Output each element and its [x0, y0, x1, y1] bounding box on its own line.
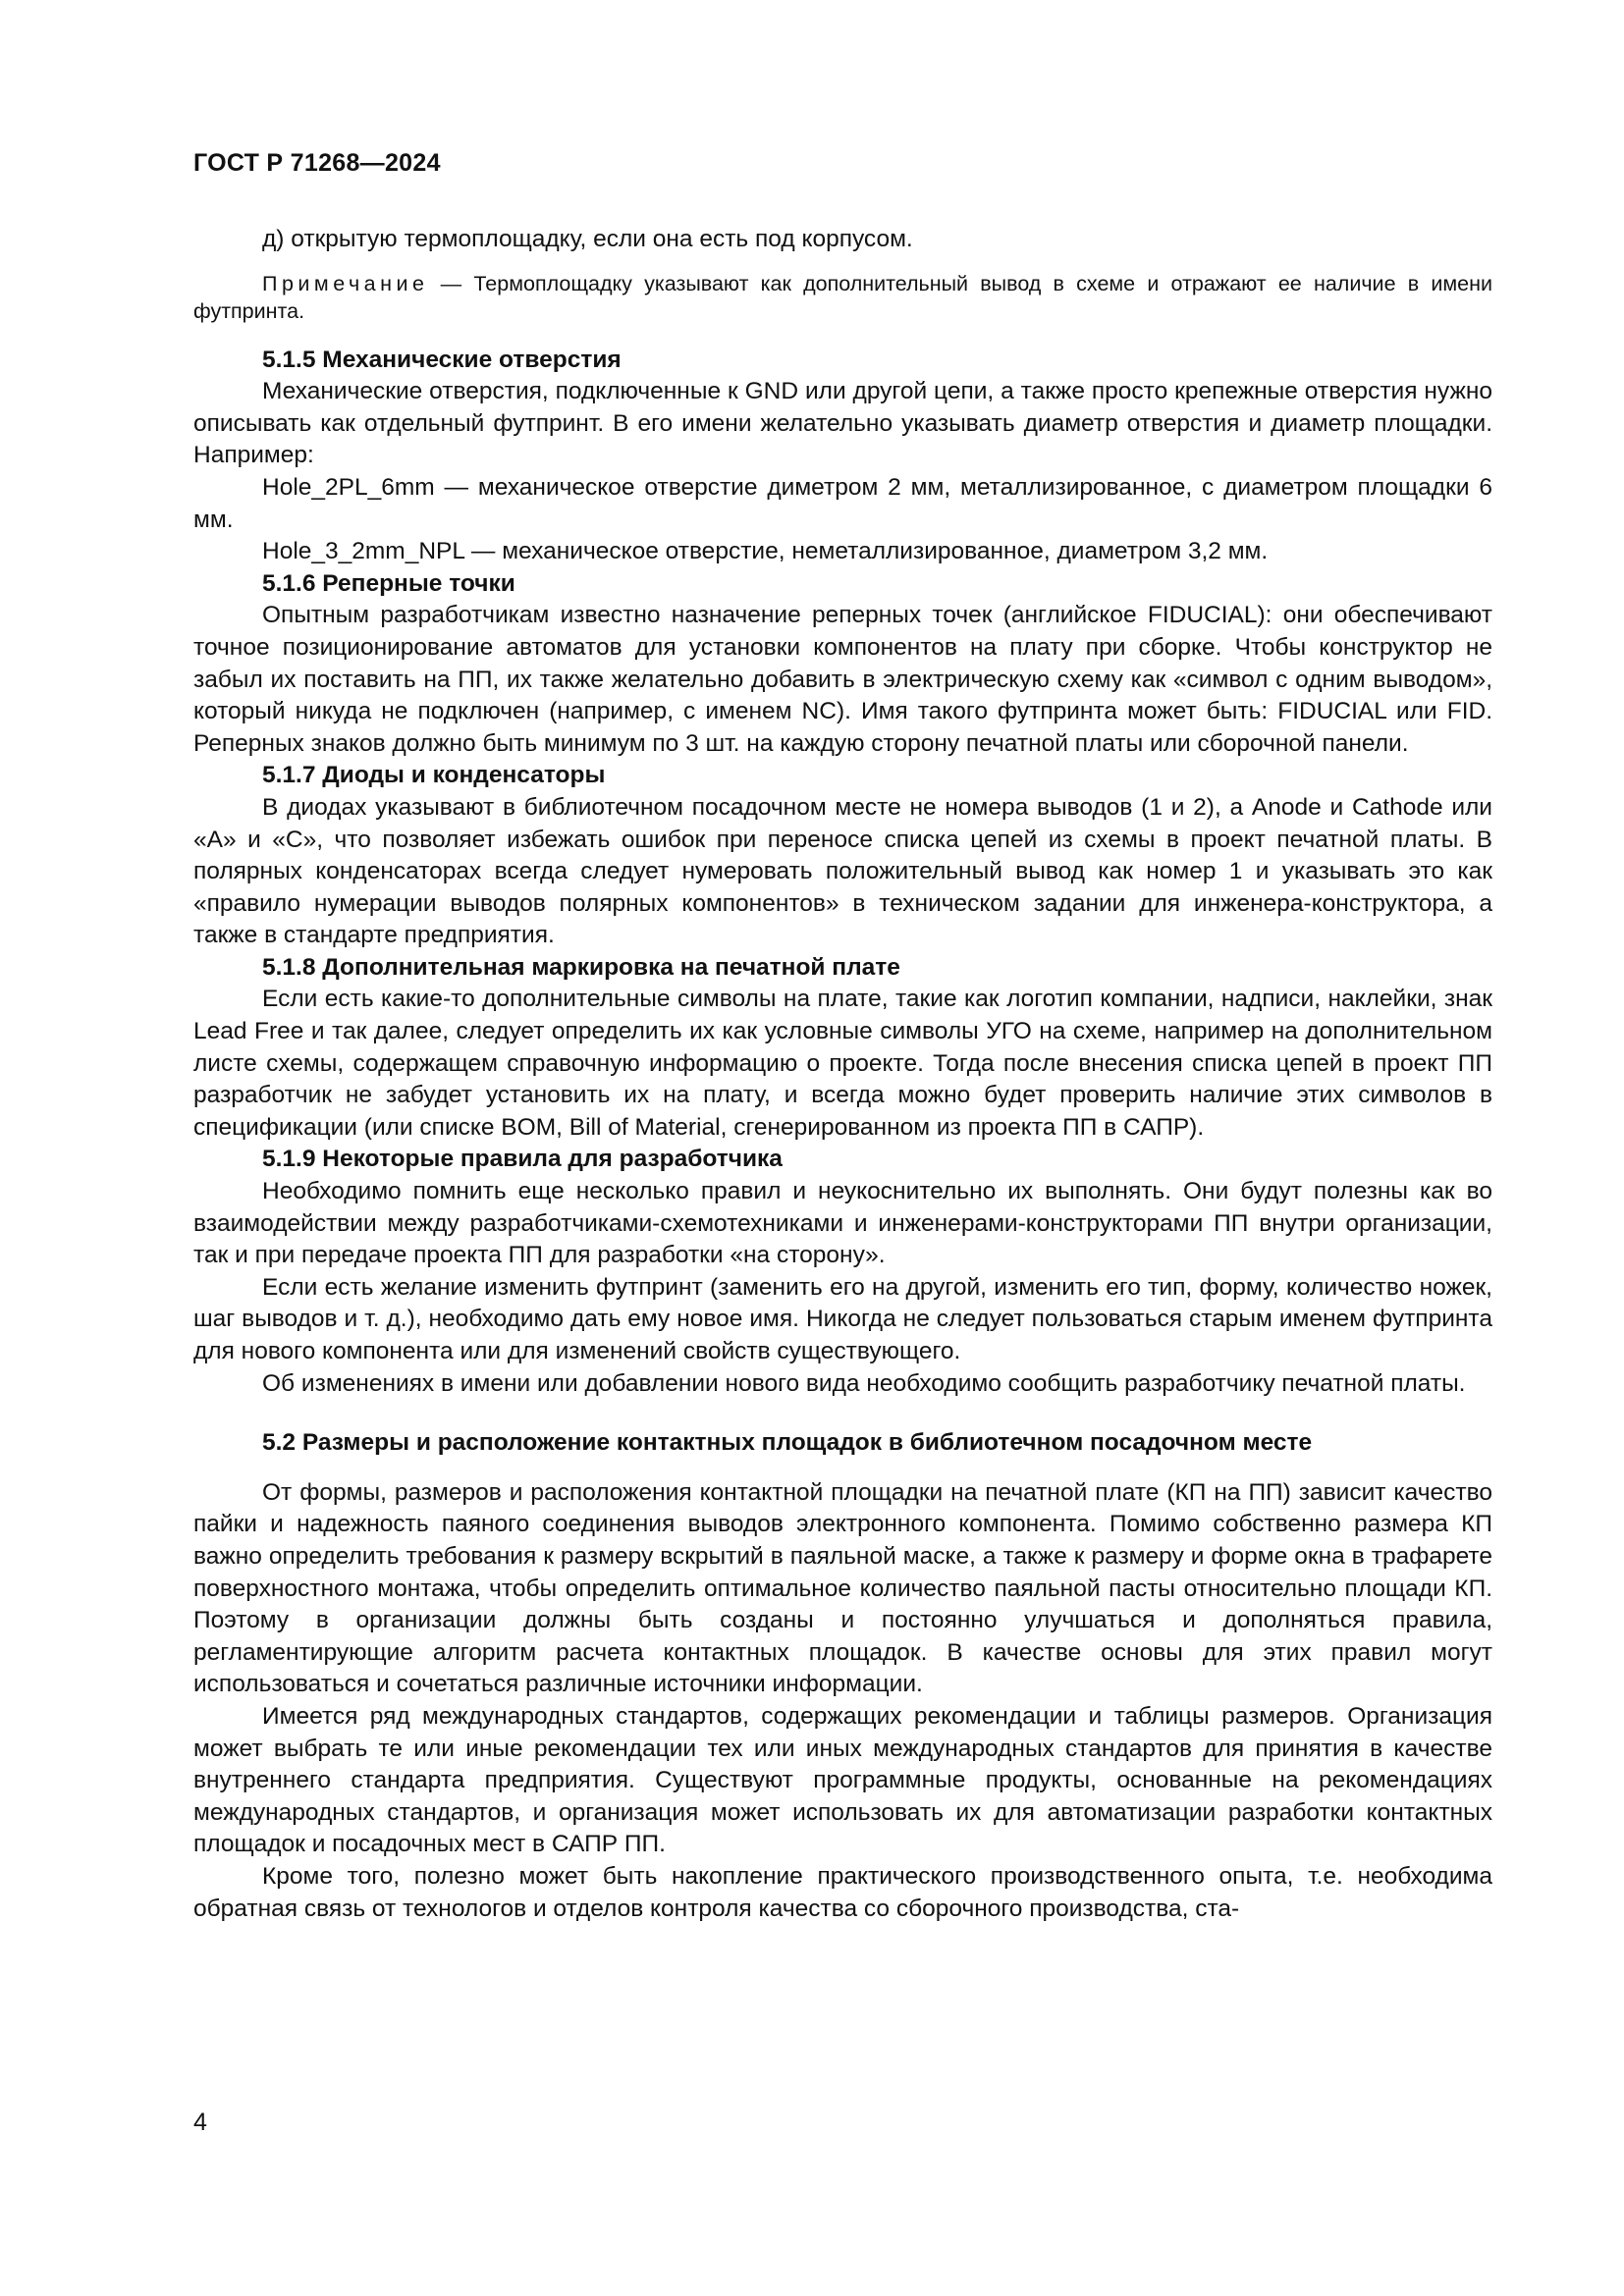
heading-5-1-8: 5.1.8 Дополнительная маркировка на печатной плате — [262, 953, 900, 981]
paragraph: Об изменениях в имени или добавлении нового вида необходимо сообщить разработчику печатной платы. — [262, 1369, 1466, 1397]
page-number: 4 — [193, 2109, 207, 2136]
note — [193, 270, 1492, 325]
paragraph: Необходимо помнить еще несколько правил и неукоснительно их выполнять. Они будут полезны как во взаимодействии между разработчиками-схемотехниками и инженерами-конструкторами ПП внутри организации, так и при передаче проекта ПП для разработки «на сторону». — [193, 1178, 1492, 1269]
heading-5-1-9: 5.1.9 Некоторые правила для разработчика — [262, 1146, 783, 1173]
paragraph: Если есть желание изменить футпринт (заменить его на другой, изменить его тип, форму, количество ножек, шаг выводов и т. д.), необходимо дать ему новое имя. Никогда не следует пользоваться старым именем футпринта для нового компонента или для изменений свойств существующего. — [193, 1273, 1492, 1364]
paragraph: Имеется ряд международных стандартов, содержащих рекомендации и таблицы размеров. Организация может выбрать те или иные рекомендации тех или иных международных стандартов для принятия в качестве внутреннего стандарта предприятия. Существуют программные продукты, основанные на рекомендациях международных стандартов, и организация может использовать их для автоматизации разработки контактных площадок и посадочных мест в САПР ПП. — [193, 1702, 1492, 1858]
paragraph: Hole_3_2mm_NPL — механическое отверстие, неметаллизированное, диаметром 3,2 мм. — [262, 538, 1269, 565]
paragraph: Механические отверстия, подключенные к GND или другой цепи, а также просто крепежные отверстия нужно описывать как отдельный футпринт. В его имени желательно указывать диаметр отверстия и диаметр площадки. Например: — [193, 378, 1492, 469]
paragraph: Hole_2PL_6mm — механическое отверстие диметром 2 мм, металлизированное, с диаметром площадки 6 мм. — [193, 473, 1492, 533]
paragraph: В диодах указывают в библиотечном посадочном месте не номера выводов (1 и 2), а Anode и Cathode или «А» и «С», что позволяет избежать ошибок при переносе списка цепей из схемы в проект печатной платы. В полярных конденсаторах всегда следует нумеровать положительный вывод как номер 1 и указывать это как «правило нумерации выводов полярных компонентов» в техническом задании для инженера-конструктора, а также в стандарте предприятия. — [193, 793, 1492, 949]
heading-5-1-6: 5.1.6 Реперные точки — [262, 569, 515, 597]
paragraph: Опытным разработчикам известно назначение реперных точек (английское FIDUCIAL): они обеспечивают точное позиционирование автоматов для установки компонентов на плату при сборке. Чтобы конструктор не забыл их поставить на ПП, их также желательно добавить в электрическую схему как «символ с одним выводом», который никуда не подключен (например, с именем NC). Имя такого футпринта может быть: FIDUCIAL или FID. Реперных знаков должно быть минимум по 3 шт. на каждую сторону печатной платы или сборочной панели. — [193, 602, 1492, 757]
heading-5-2: 5.2 Размеры и расположение контактных площадок в библиотечном посадочном месте — [262, 1429, 1313, 1457]
paragraph: Кроме того, полезно может быть накопление практического производственного опыта, т.е. необходима обратная связь от технологов и отделов контроля качества со сборочного производства, ста- — [193, 1862, 1492, 1922]
heading-5-1-5: 5.1.5 Механические отверстия — [262, 346, 622, 373]
paragraph: Если есть какие-то дополнительные символы на плате, такие как логотип компании, надписи, наклейки, знак Lead Free и так далее, следует определить их как условные символы УГО на схеме, например на дополнительном листе схемы, содержащем справочную информацию о проекте. Тогда после внесения списка цепей в проект ПП разработчик не забудет установить их на плату, и всегда можно будет проверить наличие этих символов в спецификации (или списке BOM, Bill of Material, сгенерированном из проекта ПП в САПР). — [193, 986, 1492, 1141]
list-item-d: д) открытую термоплощадку, если она есть под корпусом. — [262, 226, 913, 252]
note-text: — Термоплощадку указывают как дополнительный вывод в схеме и отражают ее наличие в имени футпринта. — [193, 271, 1492, 323]
heading-5-1-7: 5.1.7 Диоды и конденсаторы — [262, 762, 606, 789]
note-label: Примечание — [262, 271, 429, 295]
paragraph: От формы, размеров и расположения контактной площадки на печатной плате (КП на ПП) зависит качество пайки и надежность паяного соединения выводов электронного компонента. Помимо собственно размера КП важно определить требования к размеру вскрытий в паяльной маске, а также к размеру и форме окна в трафарете поверхностного монтажа, чтобы определить оптимальное количество паяльной пасты относительно площади КП. Поэтому в организации должны быть созданы и постоянно улучшаться и дополняться правила, регламентирующие алгоритм расчета контактных площадок. В качестве основы для этих правил могут использоваться и сочетаться различные источники информации. — [193, 1478, 1492, 1698]
document-header: ГОСТ Р 71268—2024 — [193, 149, 441, 177]
page-body — [193, 224, 1492, 1925]
